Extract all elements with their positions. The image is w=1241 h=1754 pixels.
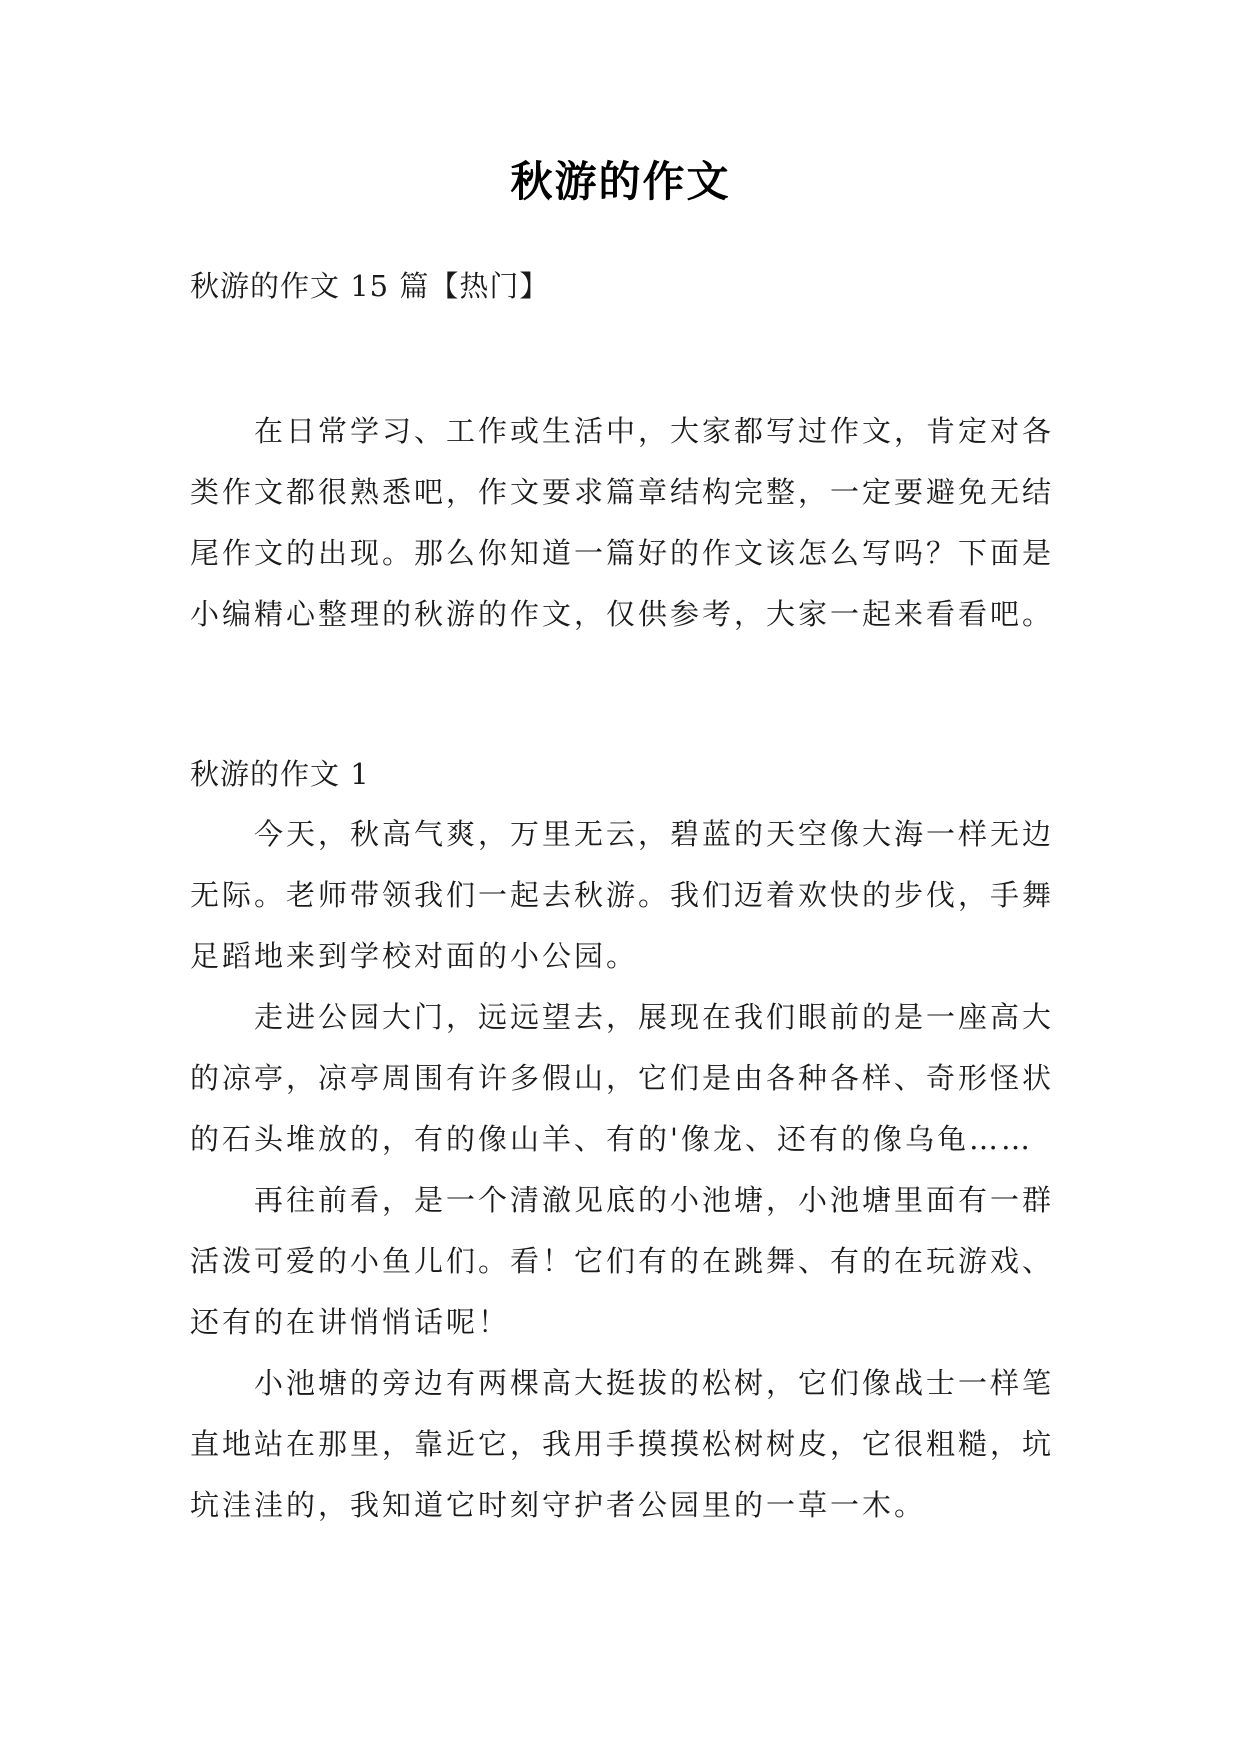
document-subtitle: 秋游的作文 15 篇【热门】 xyxy=(190,269,550,303)
section-heading: 秋游的作文 1 xyxy=(190,757,370,791)
essay-paragraph: 走进公园大门，远远望去，展现在我们眼前的是一座高大的凉亭，凉亭周围有许多假山，它们是由各种各样、奇形怪状的石头堆放的，有的像山羊、有的'像龙、还有的像乌龟…… xyxy=(190,1000,1055,1156)
intro-paragraph: 在日常学习、工作或生活中，大家都写过作文，肯定对各类作文都很熟悉吧，作文要求篇章结构完整，一定要避免无结尾作文的出现。那么你知道一篇好的作文该怎么写吗？下面是小编精心整理的秋游的作文，仅供参考，大家一起来看看吧。 xyxy=(190,414,1055,631)
document-title: 秋游的作文 xyxy=(510,157,731,206)
essay-body xyxy=(190,804,1060,1536)
essay-paragraph: 再往前看，是一个清澈见底的小池塘，小池塘里面有一群活泼可爱的小鱼儿们。看！它们有的在跳舞、有的在玩游戏、还有的在讲悄悄话呢！ xyxy=(190,1183,1055,1339)
essay-paragraph: 小池塘的旁边有两棵高大挺拔的松树，它们像战士一样笔直地站在那里，靠近它，我用手摸摸松树树皮，它很粗糙，坑坑洼洼的，我知道它时刻守护者公园里的一草一木。 xyxy=(190,1366,1055,1522)
intro-block xyxy=(190,401,1060,645)
essay-paragraph: 今天，秋高气爽，万里无云，碧蓝的天空像大海一样无边无际。老师带领我们一起去秋游。我们迈着欢快的步伐，手舞足蹈地来到学校对面的小公园。 xyxy=(190,817,1055,973)
